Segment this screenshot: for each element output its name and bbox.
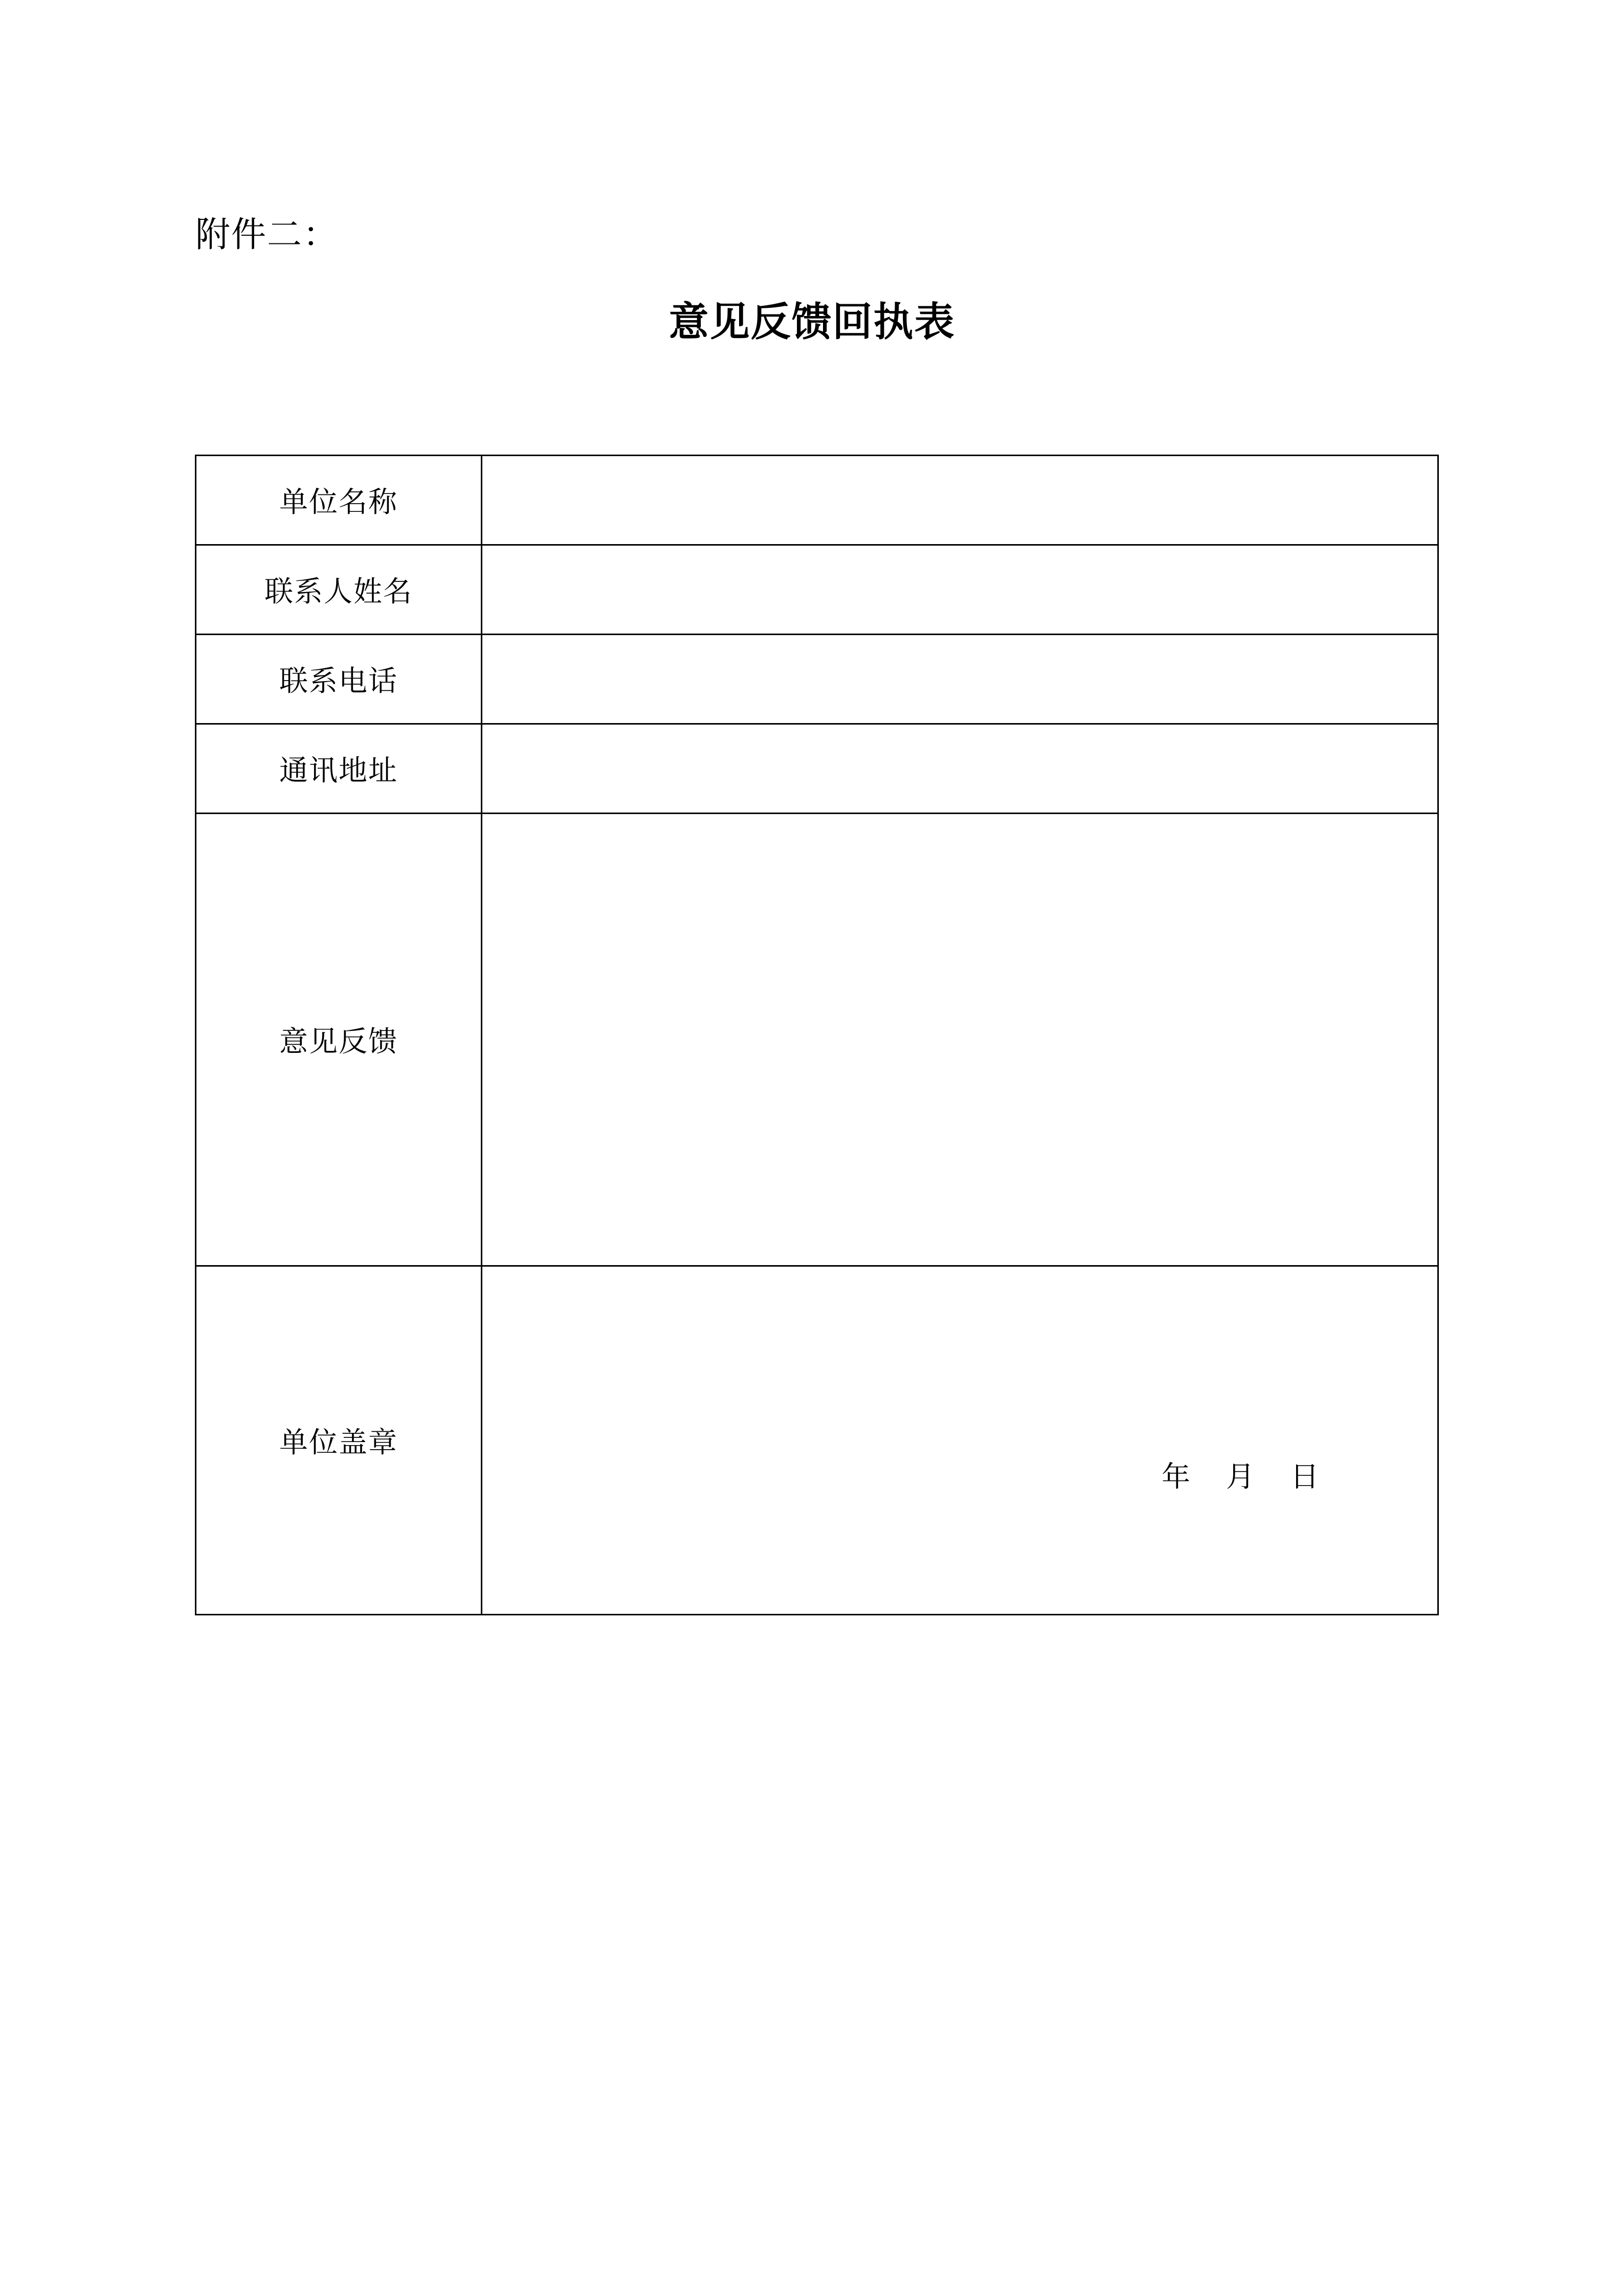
date-month-label: 月 bbox=[1226, 1460, 1255, 1494]
contact-phone-field[interactable] bbox=[482, 635, 1438, 724]
feedback-form-table bbox=[195, 455, 1439, 1615]
seal-label: 单位盖章 bbox=[196, 1266, 482, 1615]
mailing-address-field[interactable] bbox=[482, 724, 1438, 814]
seal-field[interactable] bbox=[482, 1266, 1438, 1615]
date-day-label: 日 bbox=[1290, 1460, 1319, 1494]
mailing-address-label: 通讯地址 bbox=[196, 724, 482, 814]
organization-name-label: 单位名称 bbox=[196, 456, 482, 545]
date-year-label: 年 bbox=[1162, 1460, 1190, 1494]
contact-phone-label: 联系电话 bbox=[196, 635, 482, 724]
feedback-field[interactable] bbox=[482, 814, 1438, 1266]
contact-name-label: 联系人姓名 bbox=[196, 545, 482, 635]
seal-date-line bbox=[1162, 1457, 1319, 1498]
form-title: 意见反馈回执表 bbox=[669, 299, 955, 345]
table-row-organization-name bbox=[196, 456, 1438, 545]
feedback-label: 意见反馈 bbox=[196, 814, 482, 1266]
table-row-seal bbox=[196, 1266, 1438, 1615]
table-row-feedback bbox=[196, 814, 1438, 1266]
organization-name-field[interactable] bbox=[482, 456, 1438, 545]
attachment-label: 附件二： bbox=[195, 215, 339, 255]
table-row-mailing-address bbox=[196, 724, 1438, 814]
table-row-contact-name bbox=[196, 545, 1438, 635]
table-row-contact-phone bbox=[196, 635, 1438, 724]
contact-name-field[interactable] bbox=[482, 545, 1438, 635]
